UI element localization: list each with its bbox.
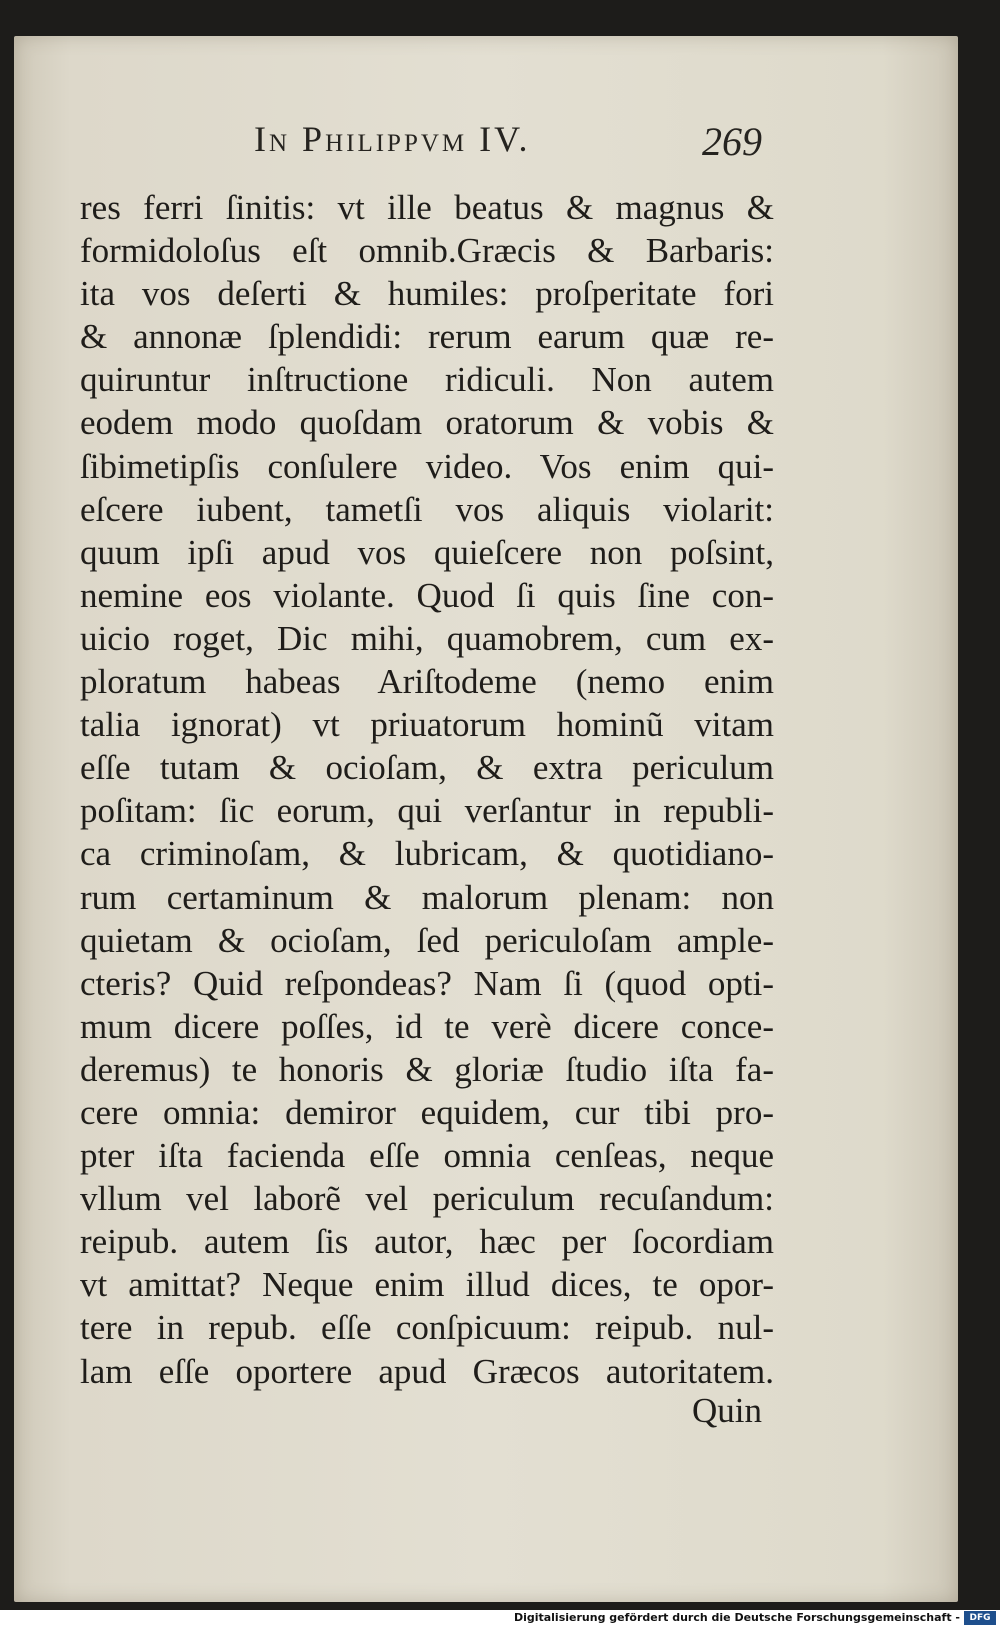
text-line: mum dicere poſſes, id te verè dicere conce- [80,1006,774,1046]
text-line: cteris? Quid reſpondeas? Nam ſi (quod opti- [80,963,774,1003]
footer-credit: Digitalisierung gefördert durch die Deutsche Forschungsgemeinschaft - [513,1611,960,1624]
text-line: formidoloſus eſt omnib.Græcis & Barbaris: [80,231,774,271]
page-number: 269 [702,119,762,164]
running-head-title: In Philippvm IV. [254,119,531,159]
text-line: res ferri ſinitis: vt ille beatus & magnus & [80,188,774,227]
body-text [80,186,774,1393]
book-page [14,36,958,1602]
text-line: ploratum habeas Ariſtodeme (nemo enim [80,662,774,702]
text-line: uicio roget, Dic mihi, quamobrem, cum ex- [80,618,774,658]
text-line: ita vos deſerti & humiles: proſperitate fori [80,274,774,314]
text-line: poſitam: ſic eorum, qui verſantur in republi- [80,791,774,831]
text-line: quiruntur inſtructione ridiculi. Non autem [80,360,774,400]
text-line: pter iſta facienda eſſe omnia cenſeas, neque [80,1136,774,1176]
text-line: talia ignorat) vt priuatorum hominũ vitam [80,705,774,745]
text-line: & annonæ ſplendidi: rerum earum quæ re- [80,317,774,357]
text-line: quietam & ocioſam, ſed periculoſam ample- [80,920,774,960]
text-line: eſſe tutam & ocioſam, & extra periculum [80,748,774,788]
text-line: ſibimetipſis conſulere video. Vos enim qui- [80,446,774,486]
text-line: tere in repub. eſſe conſpicuum: reipub. nul- [80,1308,774,1348]
text-line: nemine eos violante. Quod ſi quis ſine con- [80,575,774,615]
text-line: ca criminoſam, & lubricam, & quotidiano- [80,834,774,874]
catchword: Quin [692,1391,762,1430]
text-line: rum certaminum & malorum plenam: non [80,877,774,917]
text-line: deremus) te honoris & gloriæ ſtudio iſta fa- [80,1049,774,1089]
text-line: vt amittat? Neque enim illud dices, te opor- [80,1265,774,1305]
running-head [14,118,958,168]
text-line: reipub. autem ſis autor, hæc per ſocordiam [80,1222,774,1262]
text-line: eodem modo quoſdam oratorum & vobis & [80,403,774,443]
text-line: lam eſſe oportere apud Græcos autoritatem. [80,1351,774,1391]
text-line: vllum vel laborẽ vel periculum recuſandum: [80,1179,774,1219]
digitization-footer [0,1610,1000,1627]
text-line: eſcere iubent, tametſi vos aliquis violarit: [80,489,774,529]
dfg-logo: DFG [964,1611,996,1625]
text-line: cere omnia: demiror equidem, cur tibi pro- [80,1092,774,1132]
text-line: quum ipſi apud vos quieſcere non poſsint, [80,532,774,572]
